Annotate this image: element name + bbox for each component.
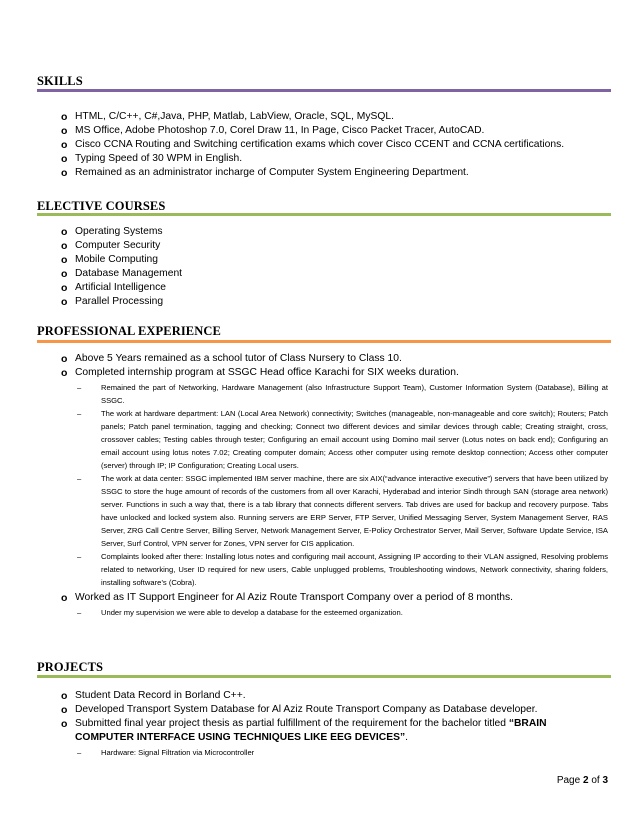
elective-course-item-text: Operating Systems [75,226,163,237]
dash-marker: – [77,552,82,561]
detail-item [77,746,608,759]
dash-marker: – [77,608,82,617]
skill-item [61,166,608,180]
experience-item-text: Worked as IT Support Engineer for Al Aziz Route Transport Company over a period of 8 months. [75,592,514,603]
page-label: Page [556,775,581,786]
projects-list [61,689,608,761]
detail-text: The work at data center: SSGC implemented IBM server machine, there are six AIX(“advance interactive executive”) servers that have been utilized by SSGC to store the huge amount of records of the customers from all over Karachi, Hyderabad and interior Sindh through SAN (storage area network) server. Functions in such a way that, there is a tab library that connects different servers. Tab drives are used for backup and recovery purpose. Tabs have unlocked and locked system also. Running servers are ERP Server, FTP Server, Unified Messaging Server, System Management Server, RAS Server, ZRG Call Centre Server, Billing Server, Network Management Server, E-Policy Orchestrator Server, Mail Server, Software Update Service, ISA Server, Surf Control, VPN server for Zones, VPN server for CIS application. [101,474,608,548]
elective-course-item-text: Artificial Intelligence [75,282,166,293]
detail-item [77,550,608,589]
project-item-text: Student Data Record in Borland C++. [75,690,246,701]
detail-item [77,472,608,550]
page-of-label: of [591,775,600,786]
experience-heading: PROFESSIONAL EXPERIENCE [37,324,221,338]
bullet-marker: o [61,592,68,604]
skill-item-text: HTML, C/C++, C#,Java, PHP, Matlab, LabView, Oracle, SQL, MySQL. [75,111,394,122]
skill-item-text: Cisco CCNA Routing and Switching certification exams which cover Cisco CCENT and CCNA certifications. [75,139,565,150]
dash-marker: – [77,748,82,757]
detail-text: Remained the part of Networking, Hardware Management (also Infrastructure Support Team), Customer Information System (Database), Billing at SSGC. [101,383,608,405]
dash-marker: – [77,383,82,392]
elective-courses-divider [37,213,611,216]
detail-text: The work at hardware department: LAN (Local Area Network) connectivity; Switches (manageable, non-manageable and core switch); Routers; Patch panels; Patch panel termination, tagging and checking; Connect two different devices and similar devices through cable; Creating straight, cross, crossover cables; Testing cables through tester; Configuring an email account using Domino mail server (Lotus notes on back end); Configuring an email account using lotus notes 7.02; Creating computer domain; Access other computer using remote desktop connection; Access other computer (server) through IP; IP Configuration; Creating Local users. [101,409,608,470]
skill-item [61,152,608,166]
elective-course-item-text: Mobile Computing [75,254,158,265]
projects-heading: PROJECTS [37,660,104,674]
skill-item-text: MS Office, Adobe Photoshop 7.0, Corel Draw 11, In Page, Cisco Packet Tracer, AutoCAD. [75,125,485,136]
bullet-marker: o [61,240,68,252]
skills-heading: SKILLS [37,74,83,88]
detail-list [75,606,608,619]
detail-item [77,606,608,619]
experience-item-text: Above 5 Years remained as a school tutor of Class Nursery to Class 10. [75,353,402,364]
bullet-marker: o [61,125,68,137]
bullet-marker: o [61,111,68,123]
experience-item [61,591,608,619]
elective-course-item [61,281,608,295]
elective-course-item [61,267,608,281]
experience-list [61,352,608,621]
bullet-marker: o [61,139,68,151]
bullet-marker: o [61,226,68,238]
project-item [61,717,608,759]
bullet-marker: o [61,704,68,716]
skill-item-text: Typing Speed of 30 WPM in English. [75,153,243,164]
project-item [61,689,608,703]
skill-item-text: Remained as an administrator incharge of Computer System Engineering Department. [75,167,469,178]
elective-course-item-text: Computer Security [75,240,161,251]
experience-item [61,366,608,589]
experience-divider [37,340,611,343]
projects-divider [37,675,611,678]
skill-item [61,110,608,124]
experience-item [61,352,608,366]
project-item-text: Developed Transport System Database for Al Aziz Route Transport Company as Database developer. [75,704,538,715]
bullet-marker: o [61,690,68,702]
detail-list [75,381,608,589]
project-item-suffix: . [405,732,408,743]
bullet-marker: o [61,282,68,294]
bullet-marker: o [61,167,68,179]
bullet-marker: o [61,718,68,730]
elective-course-item-text: Parallel Processing [75,296,164,307]
elective-courses-list [61,225,608,309]
elective-course-item [61,225,608,239]
elective-course-item [61,239,608,253]
detail-text: Hardware: Signal Filtration via Microcontroller [101,748,255,757]
elective-course-item [61,253,608,267]
skill-item [61,124,608,138]
bullet-marker: o [61,254,68,266]
detail-item [77,381,608,407]
skills-list [61,110,608,180]
dash-marker: – [77,474,82,483]
elective-course-item [61,295,608,309]
total-pages: 3 [602,775,608,786]
bullet-marker: o [61,153,68,165]
experience-item-text: Completed internship program at SSGC Head office Karachi for SIX weeks duration. [75,367,459,378]
elective-course-item-text: Database Management [75,268,183,279]
project-item [61,703,608,717]
bullet-marker: o [61,353,68,365]
elective-courses-heading: ELECTIVE COURSES [37,199,166,213]
detail-item [77,407,608,472]
skills-divider [37,89,611,92]
skill-item [61,138,608,152]
dash-marker: – [77,409,82,418]
bullet-marker: o [61,296,68,308]
bullet-marker: o [61,367,68,379]
project-thesis-title: “BRAIN COMPUTER INTERFACE USING TECHNIQUES LIKE EEG DEVICES” [75,718,547,743]
bullet-marker: o [61,268,68,280]
detail-list [75,746,608,759]
detail-text: Complaints looked after there: Installing lotus notes and configuring mail account, Assigning IP according to their VLAN assigned, Resolving problems related to networking, User ID required for new users, Cable unplugged problems, Troubleshooting windows, Network connectivity, sharing folders, installing software’s (Cobra). [101,552,608,587]
current-page: 2 [582,775,589,786]
page-number [557,775,608,786]
project-item-text: Submitted final year project thesis as partial fulfillment of the requirement for the bachelor titled [75,718,509,729]
detail-text: Under my supervision we were able to develop a database for the esteemed organization. [101,608,403,617]
